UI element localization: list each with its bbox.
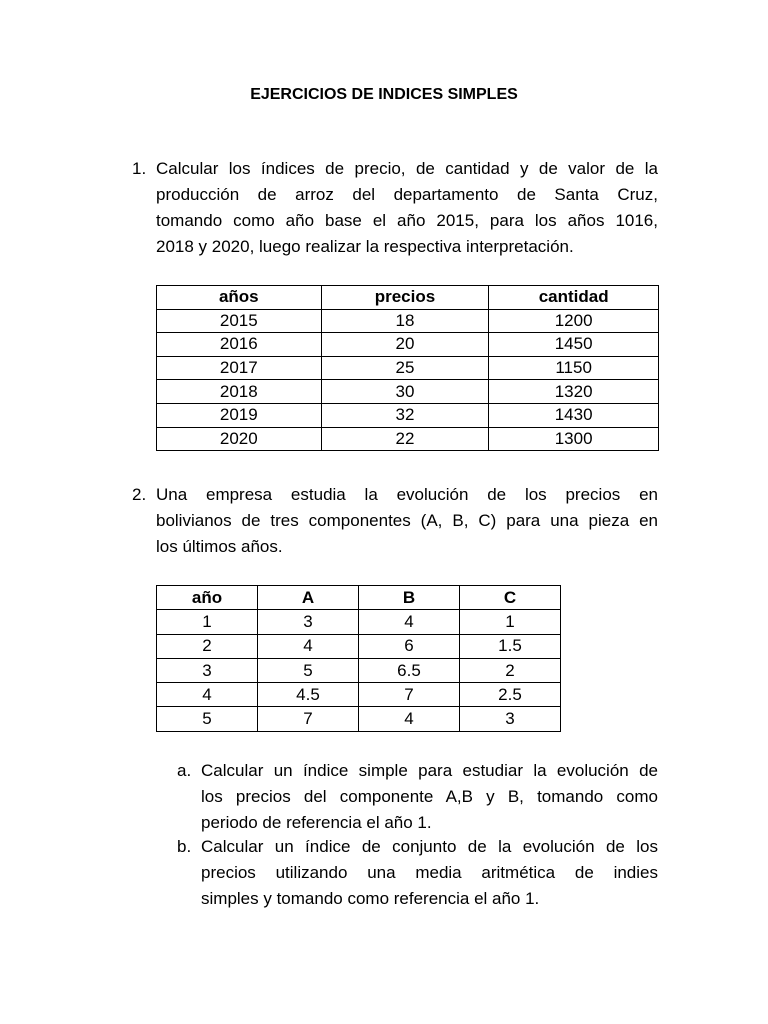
item-b-line: simples y tomando como referencia el año 1. <box>201 889 540 908</box>
table-cell: 1 <box>157 610 258 634</box>
exercise-1-line: tomando como año base el año 2015, para los años 1016, <box>156 211 658 230</box>
table-cell: 7 <box>258 707 359 731</box>
table-cell: 1430 <box>489 403 659 427</box>
table-row <box>157 610 561 634</box>
exercise-2-number: 2. <box>132 485 147 504</box>
exercise-1-line: 2018 y 2020, luego realizar la respectiva interpretación. <box>156 237 574 256</box>
table-cell: 6.5 <box>359 658 460 682</box>
table-cell: 18 <box>321 309 489 333</box>
table-cell: 1 <box>460 610 561 634</box>
item-b-text <box>201 834 658 912</box>
table-cell: 2.5 <box>460 683 561 707</box>
page-title: EJERCICIOS DE INDICES SIMPLES <box>250 86 518 103</box>
table-cell: 20 <box>321 333 489 357</box>
table-cell: 3 <box>460 707 561 731</box>
table-row <box>157 658 561 682</box>
table-row <box>157 683 561 707</box>
table-cell: 2019 <box>157 403 322 427</box>
table-cell: 3 <box>258 610 359 634</box>
exercise-2-line: bolivianos de tres componentes (A, B, C) para una pieza en <box>156 511 658 530</box>
table-row <box>157 356 659 380</box>
header-a: A <box>258 586 359 610</box>
table-cell: 2 <box>157 634 258 658</box>
table-cell: 1300 <box>489 427 659 451</box>
table-cell: 2020 <box>157 427 322 451</box>
item-b-line: Calcular un índice de conjunto de la evolución de los <box>201 837 658 856</box>
table-row <box>157 380 659 404</box>
table-cell: 4 <box>157 683 258 707</box>
table-cell: 5 <box>258 658 359 682</box>
header-b: B <box>359 586 460 610</box>
exercise-1-number: 1. <box>132 159 147 178</box>
table-row <box>157 403 659 427</box>
table-cell: 5 <box>157 707 258 731</box>
exercise-2-text <box>156 482 658 560</box>
rice-production-table <box>156 285 659 451</box>
table-cell: 7 <box>359 683 460 707</box>
table-cell: 30 <box>321 380 489 404</box>
exercise-1-text <box>156 156 658 260</box>
header-precios: precios <box>321 286 489 310</box>
table-cell: 4 <box>258 634 359 658</box>
table-row <box>157 427 659 451</box>
table-cell: 2016 <box>157 333 322 357</box>
table-cell: 2015 <box>157 309 322 333</box>
table-cell: 1.5 <box>460 634 561 658</box>
table-cell: 6 <box>359 634 460 658</box>
table-header-row <box>157 586 561 610</box>
item-b-label: b. <box>177 837 192 856</box>
table-header-row <box>157 286 659 310</box>
exercise-2-line: Una empresa estudia la evolución de los precios en <box>156 485 658 504</box>
table-cell: 4 <box>359 707 460 731</box>
item-a-line: los precios del componente A,B y B, tomando como <box>201 787 658 806</box>
table-cell: 2017 <box>157 356 322 380</box>
header-ano: año <box>157 586 258 610</box>
table-cell: 1200 <box>489 309 659 333</box>
header-anos: años <box>157 286 322 310</box>
table-cell: 4.5 <box>258 683 359 707</box>
header-c: C <box>460 586 561 610</box>
item-a-line: Calcular un índice simple para estudiar la evolución de <box>201 761 658 780</box>
table-cell: 25 <box>321 356 489 380</box>
table-cell: 1150 <box>489 356 659 380</box>
table-cell: 1450 <box>489 333 659 357</box>
item-a-text <box>201 758 658 836</box>
item-a-line: periodo de referencia el año 1. <box>201 813 432 832</box>
table-cell: 1320 <box>489 380 659 404</box>
table-row <box>157 634 561 658</box>
table-cell: 22 <box>321 427 489 451</box>
table-cell: 2 <box>460 658 561 682</box>
table-cell: 2018 <box>157 380 322 404</box>
item-b-line: precios utilizando una media aritmética de indies <box>201 863 658 882</box>
table-row <box>157 309 659 333</box>
exercise-1-line: Calcular los índices de precio, de cantidad y de valor de la <box>156 159 658 178</box>
table-cell: 32 <box>321 403 489 427</box>
component-prices-table <box>156 585 561 732</box>
item-a-label: a. <box>177 761 192 780</box>
table-cell: 4 <box>359 610 460 634</box>
exercise-1-line: producción de arroz del departamento de Santa Cruz, <box>156 185 658 204</box>
table-row <box>157 707 561 731</box>
header-cantidad: cantidad <box>489 286 659 310</box>
table-row <box>157 333 659 357</box>
exercise-2-line: los últimos años. <box>156 537 283 556</box>
table-cell: 3 <box>157 658 258 682</box>
